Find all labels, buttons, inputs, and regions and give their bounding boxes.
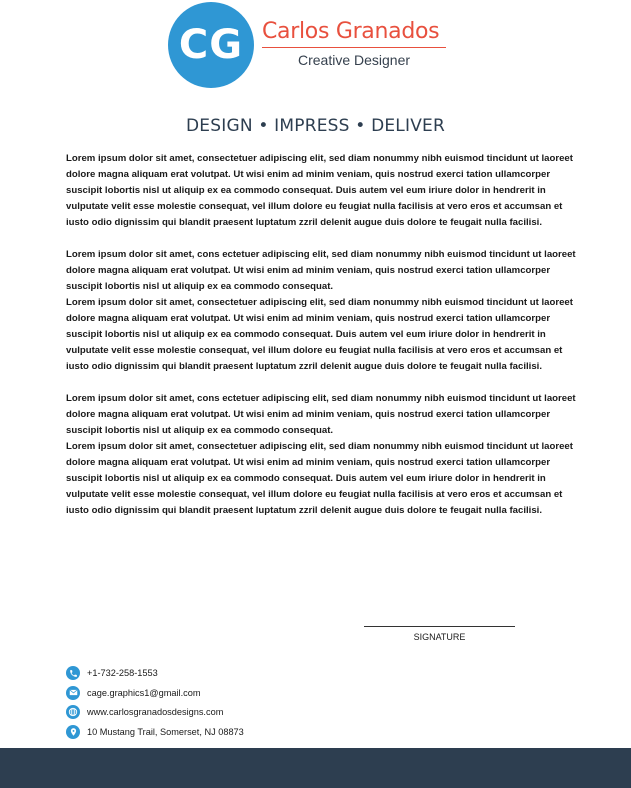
name-underline (262, 47, 446, 48)
website-url[interactable]: www.carlosgranadosdesigns.com (87, 707, 224, 717)
paragraph-gap (66, 231, 586, 247)
email-address[interactable]: cage.graphics1@gmail.com (87, 687, 201, 698)
footer-bar (0, 748, 631, 788)
phone-number: +1-732-258-1553 (87, 668, 158, 678)
designer-name: Carlos Granados (262, 19, 440, 44)
contact-address (66, 724, 244, 740)
globe-icon (66, 705, 80, 719)
paragraph: Lorem ipsum dolor sit amet, consectetuer adipiscing elit, sed diam nonummy nibh euismod tincidunt ut laoreet dolore magna aliquam erat volutpat. Ut wisi enim ad minim veniam, quis nostrud exerci tation ullamcorper suscipit lobortis nisl ut aliquip ex ea commodo consequat. Duis autem vel eum iriure dolor in hendrerit in vulputate velit esse molestie consequat, vel illum dolore eu feugiat nulla facilisis at vero eros et accumsan et iusto odio dignissim qui blandit praesent luptatum zzril delenit augue duis dolore te feugait nulla facilisi. (66, 441, 573, 516)
location-pin-icon (66, 725, 80, 739)
contact-list (66, 665, 244, 743)
letter-body (66, 151, 586, 519)
signature-line (364, 626, 515, 627)
job-title: Creative Designer (297, 52, 411, 68)
contact-email (66, 685, 244, 701)
paragraph: Lorem ipsum dolor sit amet, consectetuer adipiscing elit, sed diam nonummy nibh euismod tincidunt ut laoreet dolore magna aliquam erat volutpat. Ut wisi enim ad minim veniam, quis nostrud exerci tation ullamcorper suscipit lobortis nisl ut aliquip ex ea commodo consequat. Duis autem vel eum iriure dolor in hendrerit in vulputate velit esse molestie consequat, vel illum dolore eu feugiat nulla facilisis at vero eros et accumsan et iusto odio dignissim qui blandit praesent luptatum zzril delenit augue duis dolore te feugait nulla facilisi. (66, 297, 573, 372)
signature-label: SIGNATURE (413, 632, 466, 642)
paragraph-gap (66, 375, 586, 391)
paragraph: Lorem ipsum dolor sit amet, consectetuer adipiscing elit, sed diam nonummy nibh euismod tincidunt ut laoreet dolore magna aliquam erat volutpat. Ut wisi enim ad minim veniam, quis nostrud exerci tation ullamcorper suscipit lobortis nisl ut aliquip ex ea commodo consequat. Duis autem vel eum iriure dolor in hendrerit in vulputate velit esse molestie consequat, vel illum dolore eu feugiat nulla facilisis at vero eros et accumsan et iusto odio dignissim qui blandit praesent luptatum zzril delenit augue duis dolore te feugait nulla facilisi. (66, 153, 573, 228)
tagline: DESIGN • IMPRESS • DELIVER (186, 116, 445, 136)
contact-website (66, 704, 244, 720)
email-icon (66, 686, 80, 700)
phone-icon (66, 666, 80, 680)
logo-monogram (168, 2, 254, 88)
logo-initials: CG (178, 22, 244, 68)
street-address: 10 Mustang Trail, Somerset, NJ 08873 (87, 726, 244, 737)
contact-phone (66, 665, 244, 681)
paragraph: Lorem ipsum dolor sit amet, cons ectetuer adipiscing elit, sed diam nonummy nibh euismod tincidunt ut laoreet dolore magna aliquam erat volutpat. Ut wisi enim ad minim veniam, quis nostrud exerci tation ullamcorper suscipit lobortis nisl ut aliquip ex ea commodo consequat. (66, 249, 576, 292)
paragraph: Lorem ipsum dolor sit amet, cons ectetuer adipiscing elit, sed diam nonummy nibh euismod tincidunt ut laoreet dolore magna aliquam erat volutpat. Ut wisi enim ad minim veniam, quis nostrud exerci tation ullamcorper suscipit lobortis nisl ut aliquip ex ea commodo consequat. (66, 393, 576, 436)
